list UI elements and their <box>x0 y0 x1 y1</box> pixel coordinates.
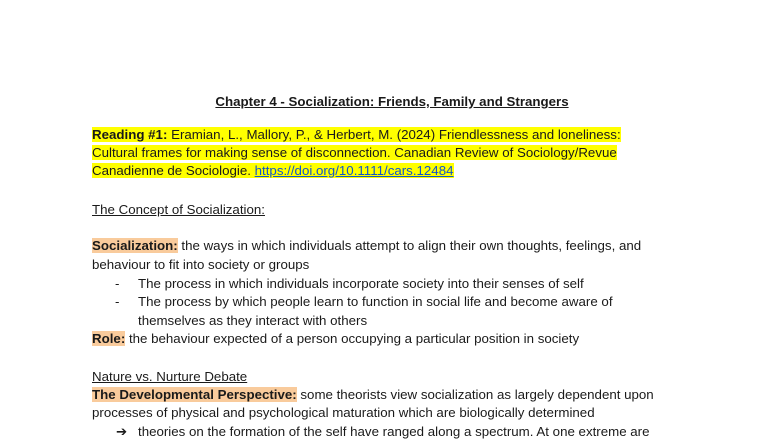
role-def: the behaviour expected of a person occupying a particular position in society <box>125 331 580 346</box>
developmental-def-1: some theorists view socialization as largely dependent upon <box>296 387 654 402</box>
socialization-term: Socialization: <box>92 238 178 253</box>
concept-heading: The Concept of Socialization: <box>92 202 265 217</box>
socialization-def-1: the ways in which individuals attempt to align their own thoughts, feelings, and <box>177 238 642 253</box>
reading-citation-3: Canadienne de Sociologie. <box>92 163 255 178</box>
bullet-item: The process by which people learn to function in social life and become aware of <box>138 294 613 309</box>
socialization-def-2: behaviour to fit into society or groups <box>92 257 310 272</box>
reading-doi-link[interactable]: https://doi.org/10.1111/cars.12484 <box>254 163 454 178</box>
bullet-item-continuation: themselves as they interact with others <box>138 313 368 328</box>
role-line <box>92 330 692 348</box>
bullet-marker: - <box>115 276 120 291</box>
reading-line-2 <box>92 144 692 162</box>
reading-citation-1: Eramian, L., Mallory, P., & Herbert, M. (2024) Friendlessness and loneliness: <box>167 127 621 142</box>
bullet-marker: - <box>115 294 120 309</box>
developmental-term: The Developmental Perspective: <box>92 387 297 402</box>
bullet-item: The process in which individuals incorporate society into their senses of self <box>138 276 584 291</box>
reading-line-1 <box>92 126 692 144</box>
developmental-def-2: processes of physical and psychological maturation which are biologically determined <box>92 405 595 420</box>
reading-label: Reading #1: <box>92 127 168 142</box>
arrow-bullet-text: theories on the formation of the self have ranged along a spectrum. At one extreme are <box>138 424 650 439</box>
developmental-line-1 <box>92 386 692 404</box>
role-term: Role: <box>92 331 126 346</box>
socialization-line-1 <box>92 237 692 255</box>
reading-line-3 <box>92 162 692 180</box>
page-title: Chapter 4 - Socialization: Friends, Family and Strangers <box>215 94 569 109</box>
nature-heading: Nature vs. Nurture Debate <box>92 369 248 384</box>
reading-citation-2: Cultural frames for making sense of disconnection. Canadian Review of Sociology/Revue <box>92 145 617 160</box>
arrow-bullet-icon: ➔ <box>116 424 128 439</box>
